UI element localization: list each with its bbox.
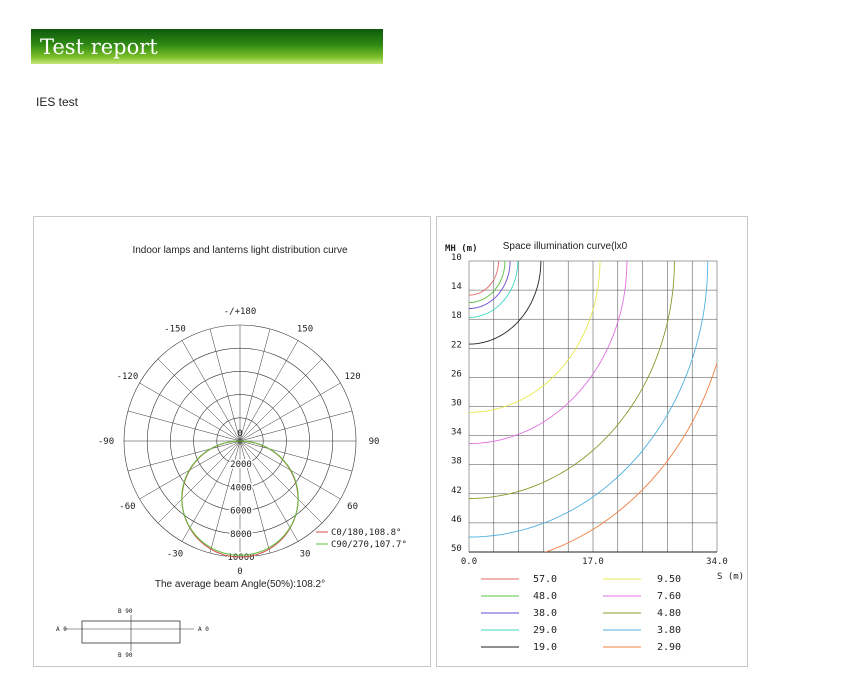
polar-angle-label: -90	[97, 437, 115, 447]
polar-spoke	[240, 329, 270, 441]
polar-radial-label: 6000	[230, 506, 252, 517]
illum-y-tick-label: 14	[451, 282, 462, 293]
diagram-label-bottom: B 90	[118, 652, 133, 659]
diagram-label-top: B 90	[118, 608, 133, 615]
report-title: Test report	[40, 35, 158, 59]
polar-angle-label: 30	[299, 549, 311, 560]
polar-angle-label: 150	[296, 324, 314, 335]
polar-spoke	[210, 329, 243, 441]
illum-series-2	[469, 261, 510, 309]
illum-legend-label: 3.80	[657, 625, 682, 636]
light-distribution-panel	[33, 216, 431, 667]
illum-x-tick-label: 17.0	[582, 557, 604, 567]
illumination-chart	[437, 217, 747, 666]
polar-angle-label: 60	[347, 502, 359, 512]
illum-legend-label: 48.0	[533, 591, 558, 602]
illum-series-8	[469, 261, 708, 537]
polar-center-label: 0	[237, 429, 243, 439]
illum-legend-label: 4.80	[657, 608, 682, 619]
illum-legend-label: 2.90	[657, 642, 682, 653]
polar-spoke	[158, 441, 240, 523]
illum-series-5	[469, 261, 600, 412]
polar-spoke	[128, 441, 240, 471]
illum-x-tick-label: 0.0	[460, 557, 478, 567]
illum-y-tick-label: 22	[451, 340, 462, 351]
illum-y-tick-label: 26	[451, 369, 462, 380]
polar-spoke	[240, 441, 322, 523]
illum-x-axis-label: S (m)	[717, 572, 745, 582]
illum-y-tick-label: 38	[451, 456, 462, 467]
polar-angle-label: -/+180	[223, 307, 257, 317]
illum-legend-label: 57.0	[533, 574, 558, 585]
polar-spoke	[140, 383, 243, 441]
illum-y-tick-label: 50	[451, 544, 462, 554]
illum-chart-title: Space illumination curve(lx0	[502, 241, 628, 252]
polar-radial-label: 8000	[230, 529, 252, 540]
polar-angle-label: -120	[116, 372, 139, 382]
polar-angle-label: -30	[166, 549, 184, 560]
polar-spoke	[240, 383, 340, 441]
illum-legend-label: 29.0	[533, 625, 558, 636]
luminaire-diagram	[56, 608, 209, 659]
polar-chart	[34, 217, 430, 666]
illum-series-3	[469, 261, 518, 317]
polar-radial-label: 10000	[227, 553, 255, 563]
polar-legend-label: C0/180,108.8°	[331, 528, 402, 538]
polar-spoke	[240, 411, 352, 441]
polar-spoke	[240, 441, 352, 471]
polar-spoke	[182, 341, 243, 441]
polar-angle-label: 0	[237, 567, 243, 577]
beam-angle-note: The average beam Angle(50%):108.2°	[154, 579, 326, 590]
illum-series-7	[469, 261, 674, 499]
illum-legend-label: 19.0	[533, 642, 558, 653]
section-subtitle: IES test	[36, 95, 79, 109]
illum-series-4	[469, 261, 541, 344]
polar-spoke	[158, 359, 243, 441]
polar-chart-title: Indoor lamps and lanterns light distribution curve	[132, 245, 348, 256]
polar-spoke	[240, 359, 322, 441]
polar-legend-label: C90/270,107.7°	[331, 540, 407, 550]
illum-y-axis-label: MH (m)	[445, 244, 478, 254]
illum-legend-label: 9.50	[657, 574, 682, 585]
polar-radial-label: 4000	[230, 483, 252, 494]
illum-series-6	[469, 261, 627, 444]
polar-angle-label: -60	[119, 502, 136, 512]
space-illumination-panel	[436, 216, 748, 667]
polar-angle-label: -150	[164, 324, 186, 335]
illum-curves	[469, 261, 732, 565]
illum-legend-label: 7.60	[657, 591, 682, 602]
report-banner	[31, 29, 383, 64]
polar-radial-label: 2000	[230, 460, 252, 471]
illum-series-9	[469, 261, 732, 565]
diagram-label-left: A 0	[56, 626, 67, 633]
polar-spoke	[128, 411, 243, 441]
illum-legend-label: 38.0	[533, 608, 558, 619]
illum-x-tick-label: 34.0	[706, 557, 728, 567]
illum-y-tick-label: 46	[451, 514, 462, 525]
illum-y-tick-label: 42	[451, 485, 462, 496]
illum-y-tick-label: 18	[451, 311, 462, 322]
illum-series-1	[469, 261, 505, 303]
illum-y-tick-label: 10	[451, 253, 462, 263]
polar-angle-label: 90	[368, 437, 380, 447]
illum-y-tick-label: 34	[451, 427, 462, 438]
polar-angle-label: 120	[344, 372, 361, 382]
polar-spoke	[240, 341, 298, 441]
diagram-label-right: A 0	[198, 626, 209, 633]
illum-y-tick-label: 30	[451, 398, 462, 409]
